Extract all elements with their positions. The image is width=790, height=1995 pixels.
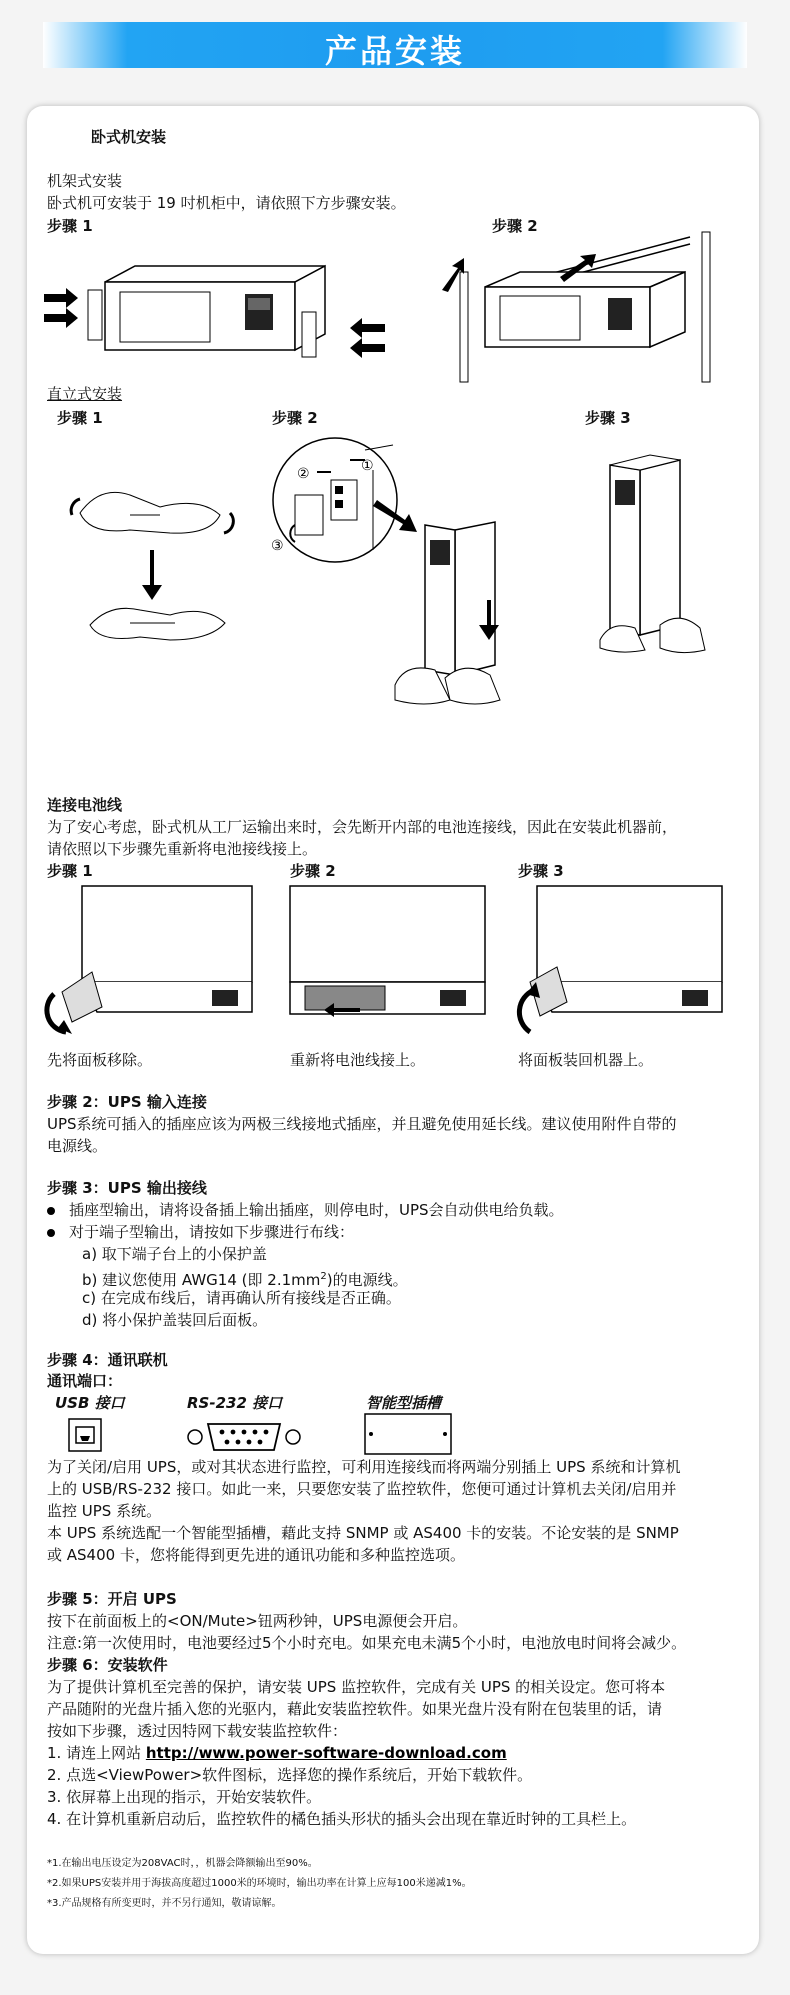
smart-slot-icon [364, 1413, 452, 1455]
comm-desc-line2: 上的 USB/RS-232 接口。如此一来，只要您安装了监控软件，您便可通过计算机去关闭/启用并 [47, 1480, 677, 1498]
rack-title: 机架式安装 [47, 172, 123, 190]
output-bullet2-text: 对于端子型输出，请按如下步骤进行布线： [69, 1223, 355, 1241]
output-sub-d: d) 将小保护盖装回后面板。 [82, 1311, 268, 1329]
rs232-port-icon [186, 1420, 302, 1454]
rs232-port-label: RS-232 接口 [187, 1394, 283, 1412]
power-on-desc1: 按下在前面板上的<ON/Mute>钮两秒钟，UPS电源便会开启。 [47, 1612, 468, 1630]
software-item1 [47, 1743, 507, 1764]
tower-title: 直立式安装 [47, 385, 123, 403]
title-banner [43, 22, 747, 68]
tower-marker-1: ① [361, 458, 374, 474]
footnote-1: *1.在输出电压设定为208VAC时，，机器会降额输出至90%。 [47, 1858, 318, 1869]
battery-step2-label: 步骤 2 [290, 862, 336, 880]
battery-caption1: 先将面板移除。 [47, 1051, 153, 1069]
tower-step2-label: 步骤 2 [272, 409, 318, 427]
battery-step1-label: 步骤 1 [47, 862, 93, 880]
output-sub-b-pre: b) 建议您使用 AWG14 (即 2.1mm [82, 1271, 321, 1289]
input-desc-line1: UPS系统可插入的插座应该为两极三线接地式插座，并且避免使用延长线。建议使用附件自带的 [47, 1115, 677, 1133]
comm-desc-line4: 本 UPS 系统选配一个智能型插槽，藉此支持 SNMP 或 AS400 卡的安装。不论安装的是 SNMP [47, 1524, 679, 1542]
comm-desc-line3: 监控 UPS 系统。 [47, 1502, 162, 1520]
comm-title: 步骤 4：通讯联机 [47, 1351, 168, 1369]
battery-step1-illustration [42, 882, 257, 1032]
tower-step1-label: 步骤 1 [57, 409, 103, 427]
output-sub-b-post: )的电源线。 [326, 1271, 408, 1289]
rack-step1-label: 步骤 1 [47, 217, 93, 235]
battery-desc-line2: 请依照以下步骤先重新将电池接线接上。 [47, 840, 318, 858]
battery-step3-label: 步骤 3 [518, 862, 564, 880]
input-desc-line2: 电源线。 [47, 1137, 108, 1155]
power-on-title: 步骤 5：开启 UPS [47, 1590, 177, 1608]
software-desc1: 为了提供计算机至完善的保护，请安装 UPS 监控软件，完成有关 UPS 的相关设定。您可将本 [47, 1678, 666, 1696]
software-desc2: 产品随附的光盘片插入您的光驱内，藉此安装监控软件。如果光盘片没有附在包装里的话，请 [47, 1700, 663, 1718]
tower-marker-3: ③ [271, 538, 284, 554]
tower-step3-label: 步骤 3 [585, 409, 631, 427]
output-bullet1-text: 插座型输出，请将设备插上输出插座，则停电时，UPS会自动供电给负载。 [69, 1201, 564, 1219]
battery-desc-line1: 为了安心考虑，卧式机从工厂运输出来时，会先断开内部的电池连接线，因此在安装此机器前， [47, 818, 678, 836]
section-title-horizontal: 卧式机安装 [91, 128, 167, 146]
software-item2: 2. 点选<ViewPower>软件图标，选择您的操作系统后，开始下载软件。 [47, 1766, 533, 1784]
usb-port-label: USB 接口 [55, 1394, 125, 1412]
battery-step3-illustration [512, 882, 727, 1032]
usb-port-icon [68, 1418, 102, 1452]
input-title: 步骤 2：UPS 输入连接 [47, 1093, 207, 1111]
rack-step2-label: 步骤 2 [492, 217, 538, 235]
software-item4: 4. 在计算机重新启动后，监控软件的橘色插头形状的插头会出现在靠近时钟的工具栏上。 [47, 1810, 637, 1828]
rack-desc: 卧式机可安装于 19 吋机柜中，请依照下方步骤安装。 [47, 194, 406, 212]
bullet-dot [47, 1229, 55, 1237]
software-title: 步骤 6：安装软件 [47, 1656, 168, 1674]
battery-step2-illustration [290, 882, 490, 1032]
rack-step1-illustration [40, 252, 410, 367]
bullet-dot [47, 1207, 55, 1215]
tower-step2-illustration [265, 430, 530, 720]
output-sub-b-sup: 2 [320, 1271, 327, 1282]
battery-caption2: 重新将电池线接上。 [290, 1051, 426, 1069]
comm-desc-line1: 为了关闭/启用 UPS，或对其状态进行监控，可利用连接线而将两端分别插上 UPS 系统和计算机 [47, 1458, 681, 1476]
tower-step1-illustration [60, 475, 250, 655]
tower-step3-illustration [600, 450, 740, 685]
power-on-desc2: 注意:第一次使用时，电池要经过5个小时充电。如果充电未满5个小时，电池放电时间将会减少。 [47, 1634, 687, 1652]
tower-marker-2: ② [297, 466, 310, 482]
output-sub-a: a) 取下端子台上的小保护盖 [82, 1245, 267, 1263]
output-bullet1 [47, 1200, 564, 1221]
output-title: 步骤 3：UPS 输出接线 [47, 1179, 207, 1197]
comm-ports-label: 通讯端口： [47, 1372, 123, 1390]
battery-caption3: 将面板装回机器上。 [518, 1051, 654, 1069]
comm-desc-line5: 或 AS400 卡，您将能得到更先进的通讯功能和多种监控选项。 [47, 1546, 465, 1564]
smart-slot-label: 智能型插槽 [366, 1394, 442, 1412]
battery-title: 连接电池线 [47, 796, 123, 814]
output-sub-c: c) 在完成布线后，请再确认所有接线是否正确。 [82, 1289, 401, 1307]
page-title: 产品安装 [324, 32, 465, 70]
output-bullet2 [47, 1222, 354, 1243]
footnote-2: *2.如果UPS安装并用于海拔高度超过1000米的环境时，输出功率在计算上应每100米递减1%。 [47, 1878, 472, 1889]
software-desc3: 按如下步骤，透过因特网下载安装监控软件： [47, 1722, 348, 1740]
software-item3: 3. 依屏幕上出现的指示，开始安装软件。 [47, 1788, 322, 1806]
rack-step2-illustration [440, 232, 750, 382]
software-item1-text: 1. 请连上网站 [47, 1744, 146, 1762]
footnote-3: *3.产品规格有所变更时，并不另行通知，敬请谅解。 [47, 1898, 282, 1909]
download-link[interactable]: http://www.power-software-download.com [145, 1744, 507, 1762]
